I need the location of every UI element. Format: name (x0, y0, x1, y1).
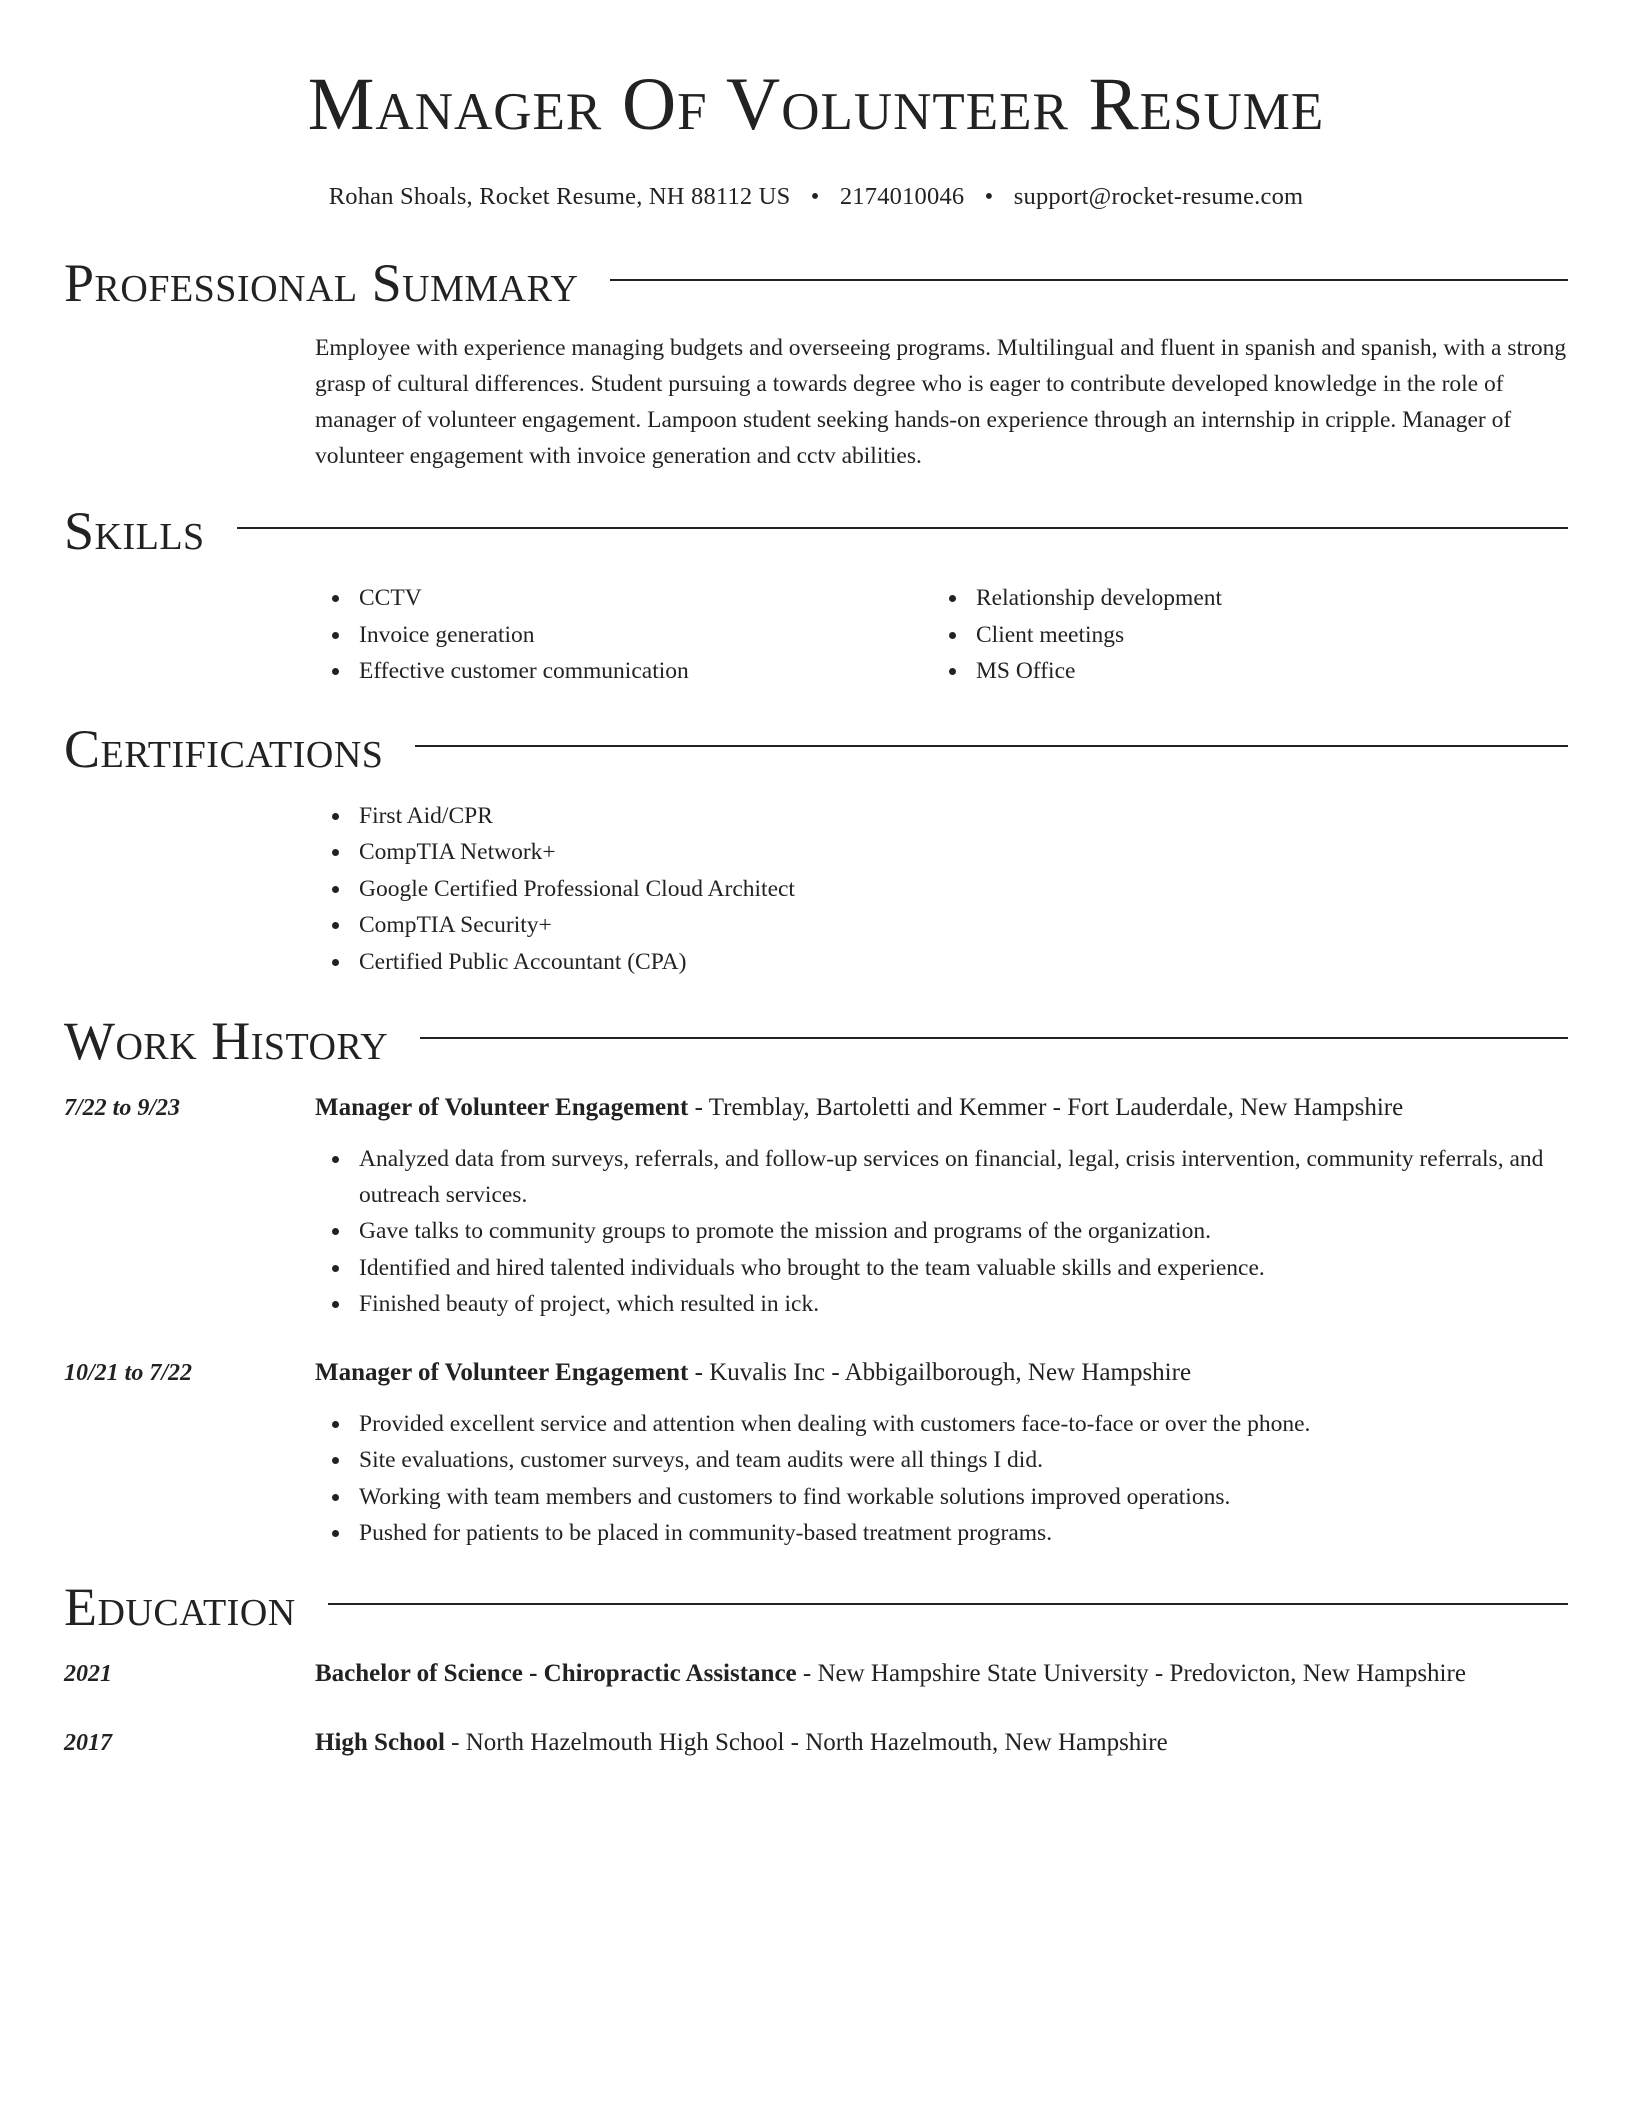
section-divider (328, 1603, 1568, 1605)
job-bullet: Pushed for patients to be placed in community-based treatment programs. (315, 1515, 1568, 1551)
skills-grid (315, 580, 1568, 690)
skill-item: Effective customer communication (315, 653, 932, 689)
work-heading: Work History (64, 1010, 389, 1071)
education-section (64, 1572, 1568, 1761)
section-header (64, 248, 1568, 318)
education-headline (315, 1725, 1568, 1761)
contact-address: Rohan Shoals, Rocket Resume, NH 88112 US (328, 183, 791, 210)
summary-content (315, 330, 1568, 474)
job-bullets (315, 1141, 1568, 1323)
education-degree: High School (315, 1728, 445, 1756)
job-bullets (315, 1406, 1568, 1552)
job-dates: 7/22 to 9/23 (64, 1094, 181, 1121)
skills-list-right (932, 580, 1549, 690)
resume-title: Manager Of Volunteer Resume (307, 63, 1325, 146)
section-divider (610, 279, 1568, 281)
certification-item: First Aid/CPR (315, 798, 1568, 834)
job-headline (315, 1090, 1568, 1126)
contact-separator: • (810, 183, 820, 210)
section-header (64, 496, 1568, 566)
job-body (315, 1355, 1568, 1552)
job-entry (64, 1355, 1568, 1552)
education-details: - New Hampshire State University - Predovicton, New Hampshire (796, 1659, 1466, 1687)
summary-text: Employee with experience managing budgets and overseeing programs. Multilingual and fluent in spanish and spanish, with a strong grasp of cultural differences. Student pursuing a towards degree who is eager to contribute developed knowledge in the role of manager of volunteer engagement. Lampoon student seeking hands-on experience through an internship in cripple. Manager of volunteer engagement with invoice generation and cctv abilities. (315, 335, 1567, 469)
certification-item: Google Certified Professional Cloud Architect (315, 871, 1568, 907)
job-bullet: Provided excellent service and attention when dealing with customers face-to-face or over the phone. (315, 1406, 1568, 1442)
contact-phone: 2174010046 (839, 183, 965, 210)
education-degree: Bachelor of Science - Chiropractic Assistance (315, 1659, 797, 1687)
skills-list-left (315, 580, 932, 690)
job-bullet: Analyzed data from surveys, referrals, and follow-up services on financial, legal, crisis intervention, community referrals, and outreach services. (315, 1141, 1568, 1213)
certifications-heading: Certifications (64, 718, 384, 779)
skill-item: Client meetings (932, 617, 1549, 653)
skill-item: Invoice generation (315, 617, 932, 653)
job-details: - Tremblay, Bartoletti and Kemmer - Fort Lauderdale, New Hampshire (688, 1093, 1404, 1121)
education-heading: Education (64, 1576, 296, 1637)
education-body (315, 1725, 1568, 1761)
summary-heading: Professional Summary (64, 253, 579, 313)
education-entry (64, 1656, 1568, 1692)
certification-item: CompTIA Security+ (315, 907, 1568, 943)
job-title: Manager of Volunteer Engagement (315, 1093, 689, 1121)
contact-line (64, 182, 1568, 212)
skills-section (64, 496, 1568, 690)
job-bullet: Gave talks to community groups to promote the mission and programs of the organization. (315, 1213, 1568, 1249)
job-bullet: Working with team members and customers to find workable solutions improved operations. (315, 1479, 1568, 1515)
certification-item: Certified Public Accountant (CPA) (315, 944, 1568, 980)
certifications-content (315, 798, 1568, 980)
work-section (64, 1006, 1568, 1552)
job-bullet: Identified and hired talented individuals who brought to the team valuable skills and experience. (315, 1250, 1568, 1286)
certification-item: CompTIA Network+ (315, 834, 1568, 870)
education-headline (315, 1656, 1568, 1692)
contact-email: support@rocket-resume.com (1013, 183, 1304, 210)
education-body (315, 1656, 1568, 1692)
job-bullet: Site evaluations, customer surveys, and team audits were all things I did. (315, 1442, 1568, 1478)
job-body (315, 1090, 1568, 1323)
skill-item: Relationship development (932, 580, 1549, 616)
education-year: 2017 (64, 1729, 112, 1756)
skill-item: CCTV (315, 580, 932, 616)
job-entry (64, 1090, 1568, 1323)
job-bullet: Finished beauty of project, which resulted in ick. (315, 1286, 1568, 1322)
section-header (64, 714, 1568, 784)
job-title: Manager of Volunteer Engagement (315, 1358, 689, 1386)
summary-section (64, 248, 1568, 474)
skill-item: MS Office (932, 653, 1549, 689)
skills-heading: Skills (64, 501, 205, 561)
job-details: - Kuvalis Inc - Abbigailborough, New Hampshire (688, 1358, 1192, 1386)
section-divider (420, 1037, 1568, 1039)
education-year: 2021 (64, 1660, 112, 1687)
job-dates: 10/21 to 7/22 (64, 1359, 193, 1386)
education-entry (64, 1725, 1568, 1761)
job-headline (315, 1355, 1568, 1391)
certifications-list (315, 798, 1568, 980)
certifications-section (64, 714, 1568, 980)
section-divider (415, 745, 1568, 747)
education-details: - North Hazelmouth High School - North Hazelmouth, New Hampshire (444, 1728, 1168, 1756)
contact-separator: • (984, 183, 994, 210)
section-header (64, 1572, 1568, 1642)
section-header (64, 1006, 1568, 1076)
section-divider (237, 527, 1568, 529)
